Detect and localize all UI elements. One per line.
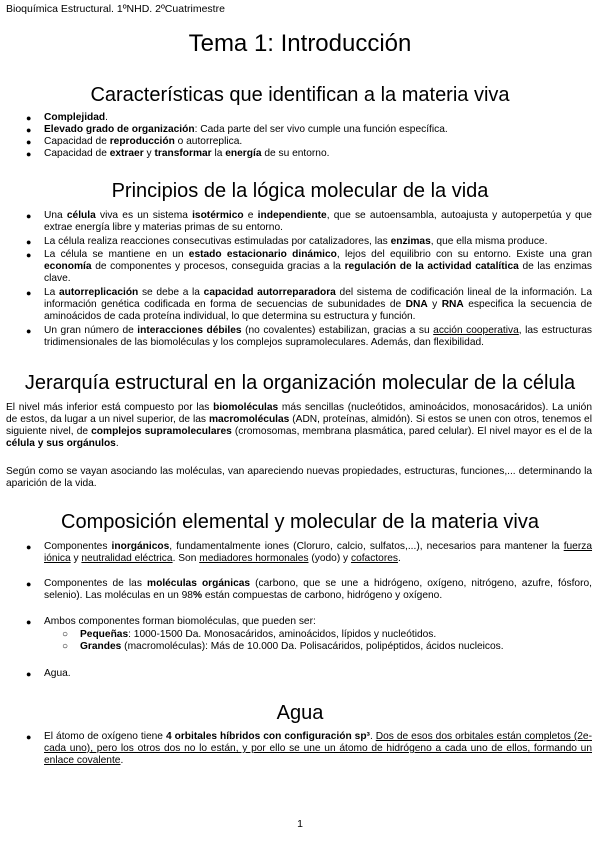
list-item-text: Grandes (macromoléculas): Más de 10.000 Da. Polisacáridos, polipéptidos, ácidos nucleicos.	[80, 641, 504, 652]
bullet-icon: ●	[26, 732, 32, 742]
list-item-text: Elevado grado de organización: Cada parte del ser vivo cumple una función específica.	[44, 124, 448, 135]
bullet-icon: ●	[26, 326, 32, 336]
list-item-text: Pequeñas: 1000-1500 Da. Monosacáridos, aminoácidos, lípidos y nucleótidos.	[80, 629, 437, 640]
heading-agua: Agua	[276, 702, 324, 724]
list-item-text: Complejidad.	[44, 112, 108, 123]
bullet-icon: ●	[26, 113, 32, 123]
page-number: 1	[297, 818, 303, 830]
bullet-icon: ●	[26, 149, 32, 159]
list-item-text: La célula realiza reacciones consecutivas estimuladas por catalizadores, las enzimas, que ella misma produce.	[44, 236, 548, 247]
circle-bullet-icon: ○	[62, 629, 69, 640]
bullet-icon: ●	[26, 211, 32, 221]
heading-caracteristicas: Características que identifican a la materia viva	[90, 84, 510, 106]
running-header: Bioquímica Estructural. 1ºNHD. 2ºCuatrimestre	[6, 3, 225, 15]
list-item-text: Componentes inorgánicos, fundamentalmente iones (Cloruro, calcio, sulfatos,...), necesarios para mantener la fuerza iónica y neutralidad eléctrica. Son mediadores hormonales (yodo) y cofactores.	[44, 541, 593, 564]
heading-jerarquia: Jerarquía estructural en la organización molecular de la célula	[24, 372, 576, 394]
list-item-text: Capacidad de reproducción o autorreplica.	[44, 136, 243, 147]
heading-principios: Principios de la lógica molecular de la vida	[111, 180, 489, 202]
list-item-text: La autorreplicación se debe a la capacidad autorreparadora del sistema de codificación lineal de la información. La información genética codificada en forma de secuencias de subunidades de DNA y RNA especifica la secuencia de aminoácidos de cada proteína individual, lo que determina su estructura y función.	[44, 287, 593, 322]
heading-composicion: Composición elemental y molecular de la materia viva	[61, 511, 539, 533]
page-title: Tema 1: Introducción	[188, 30, 412, 57]
bullet-icon: ●	[26, 542, 32, 552]
paragraph: El nivel más inferior está compuesto por las biomoléculas más sencillas (nucleótidos, aminoácidos, monosacáridos). La unión de estos, da lugar a un nivel superior, de las macromoléculas (ADN, proteínas, almidón). Si estos se unen con otros, tenemos el siguiente nivel, de complejos supramoleculares (cromosomas, membrana plasmática, pared celular). El nivel mayor es el de la célula y sus orgánulos.	[6, 402, 592, 449]
list-item-text: El átomo de oxígeno tiene 4 orbitales híbridos con configuración sp³. Dos de esos dos orbitales están completos (2e- cada uno), pero los otros dos no lo están, y por ello se une un átomo de hidrógeno a cada uno de ellos, formando un enlace covalente.	[44, 731, 592, 766]
bullet-icon: ●	[26, 288, 32, 298]
list-item-text: Capacidad de extraer y transformar la energía de su entorno.	[44, 148, 330, 159]
circle-bullet-icon: ○	[62, 641, 69, 652]
list-item-text: La célula se mantiene en un estado estacionario dinámico, lejos del equilibrio con su entorno. Existe una gran economía de componentes y procesos, conseguida gracias a la regulación de la actividad catalítica de las enzimas clave.	[44, 249, 593, 284]
list-item-text: Ambos componentes forman biomoléculas, que pueden ser:	[44, 616, 316, 627]
list-item-text: Agua.	[44, 668, 71, 679]
bullet-icon: ●	[26, 669, 32, 679]
bullet-icon: ●	[26, 125, 32, 135]
bullet-icon: ●	[26, 579, 32, 589]
paragraph: Según como se vayan asociando las moléculas, van apareciendo nuevas propiedades, estructuras, funciones,... determinando la aparición de la vida.	[6, 466, 592, 489]
bullet-icon: ●	[26, 617, 32, 627]
list-item-text: Una célula viva es un sistema isotérmico e independiente, que se autoensambla, autoajusta y autoperpetúa y que extrae energía libre y materias primas de su entorno.	[44, 210, 592, 233]
bullet-icon: ●	[26, 250, 32, 260]
bullet-icon: ●	[26, 137, 32, 147]
list-item-text: Un gran número de interacciones débiles (no covalentes) estabilizan, gracias a su acción cooperativa, las estructuras tridimensionales de las biomoléculas y los complejos supramoleculares. Además, dan flexibilidad.	[44, 325, 593, 348]
list-item-text: Componentes de las moléculas orgánicas (carbono, que se une a hidrógeno, oxígeno, nitrógeno, azufre, fósforo, selenio). Las moléculas en un 98% están compuestas de carbono, hidrógeno y oxígeno.	[44, 578, 592, 601]
bullet-icon: ●	[26, 237, 32, 247]
